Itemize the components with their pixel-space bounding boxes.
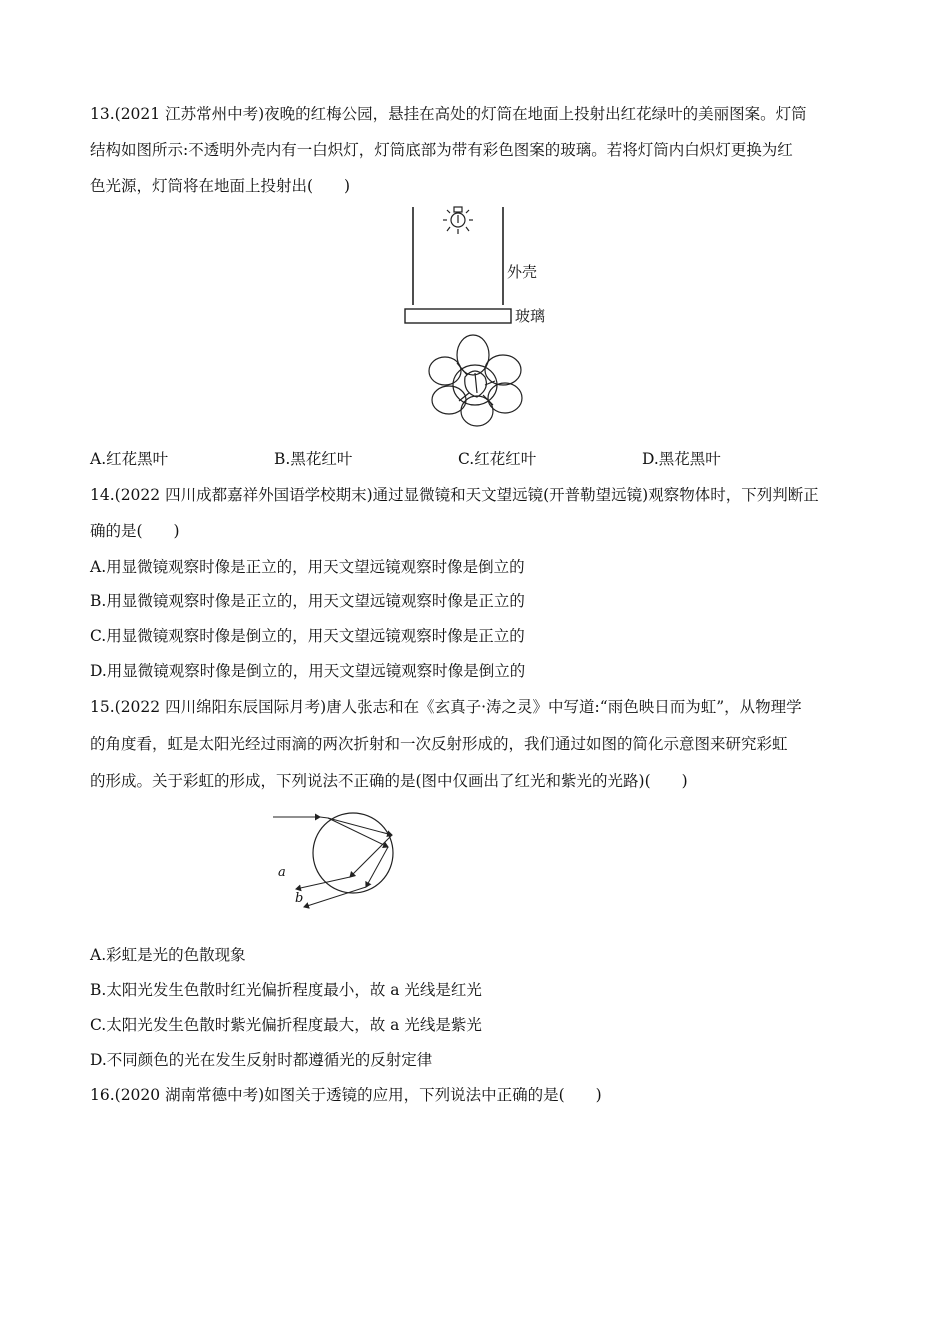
light-bulb-icon [443, 207, 473, 234]
q13-option-c[interactable]: C.红花红叶 [458, 450, 537, 468]
raindrop-dispersion-figure [268, 805, 418, 915]
q15-option-b[interactable]: B.太阳光发生色散时红光偏折程度最小，故 a 光线是红光 [90, 981, 482, 999]
q13-option-a[interactable]: A.红花黑叶 [90, 450, 169, 468]
q14-line-2: 确的是( ) [90, 522, 180, 540]
q14-option-a[interactable]: A.用显微镜观察时像是正立的，用天文望远镜观察时像是倒立的 [90, 558, 525, 576]
q14-option-d[interactable]: D.用显微镜观察时像是倒立的，用天文望远镜观察时像是倒立的 [90, 662, 526, 680]
q15-option-a[interactable]: A.彩虹是光的色散现象 [90, 946, 246, 964]
q13-option-d[interactable]: D.黑花黑叶 [642, 450, 721, 468]
flower-pattern-icon [429, 335, 522, 426]
q15-option-c[interactable]: C.太阳光发生色散时紫光偏折程度最大，故 a 光线是紫光 [90, 1016, 482, 1034]
q13-line-2: 结构如图所示:不透明外壳内有一白炽灯，灯筒底部为带有彩色图案的玻璃。若将灯筒内白炽灯更换为红 [90, 141, 793, 159]
q13-option-b[interactable]: B.黑花红叶 [274, 450, 353, 468]
q13-line-3: 色光源，灯筒将在地面上投射出( ) [90, 177, 351, 195]
q14-option-b[interactable]: B.用显微镜观察时像是正立的，用天文望远镜观察时像是正立的 [90, 592, 525, 610]
q15-line-1: 15.(2022 四川绵阳东辰国际月考)唐人张志和在《玄真子·涛之灵》中写道:“雨色映日而为虹”，从物理学 [90, 698, 802, 716]
q15-option-d[interactable]: D.不同颜色的光在发生反射时都遵循光的反射定律 [90, 1051, 433, 1069]
q15-line-2: 的角度看，虹是太阳光经过雨滴的两次折射和一次反射形成的，我们通过如图的简化示意图来研究彩虹 [90, 735, 788, 753]
q13-line-1: 13.(2021 江苏常州中考)夜晚的红梅公园，悬挂在高处的灯筒在地面上投射出红花绿叶的美丽图案。灯筒 [90, 105, 807, 123]
q16-line-1: 16.(2020 湖南常德中考)如图关于透镜的应用，下列说法中正确的是( ) [90, 1086, 602, 1104]
glass-label: 玻璃 [515, 307, 546, 325]
shell-label: 外壳 [507, 263, 538, 281]
lamp-tube-figure [395, 205, 565, 435]
q15-line-3: 的形成。关于彩虹的形成，下列说法不正确的是(图中仅画出了红光和紫光的光路)( ) [90, 772, 688, 790]
q14-line-1: 14.(2022 四川成都嘉祥外国语学校期末)通过显微镜和天文望远镜(开普勒望远镜)观察物体时，下列判断正 [90, 486, 819, 504]
ray-label-a: a [278, 865, 286, 880]
q14-option-c[interactable]: C.用显微镜观察时像是倒立的，用天文望远镜观察时像是正立的 [90, 627, 525, 645]
ray-label-b: b [295, 891, 304, 906]
